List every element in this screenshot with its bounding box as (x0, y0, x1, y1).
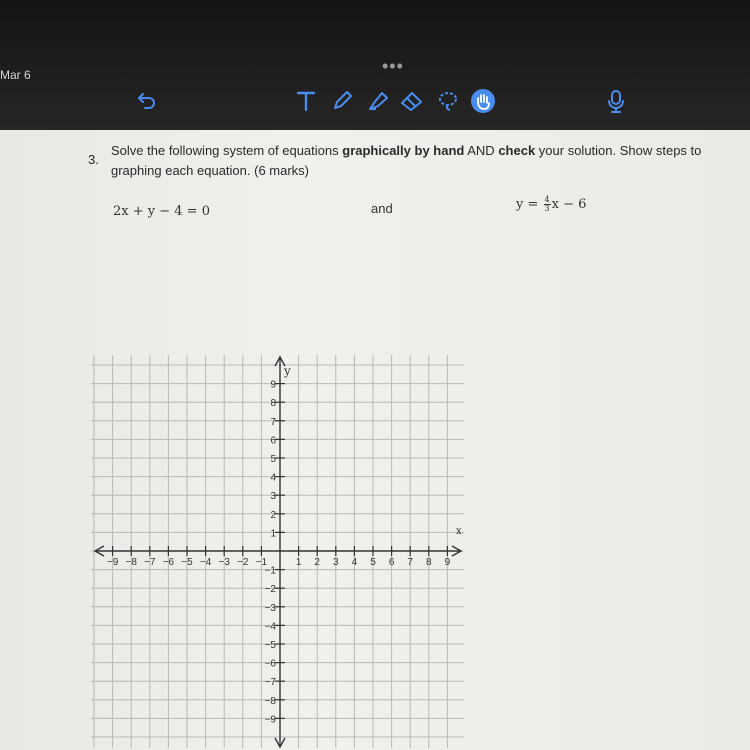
highlighter-tool-button[interactable] (362, 84, 394, 118)
x-tick-label: 6 (388, 557, 395, 568)
y-tick-label: 3 (270, 491, 276, 503)
text-tool-button[interactable] (290, 84, 322, 118)
y-tick-label: 6 (270, 435, 276, 447)
y-tick-label: −6 (264, 658, 276, 670)
y-tick-label: 7 (270, 416, 276, 428)
hand-tool-button[interactable] (466, 84, 500, 118)
y-tick-label: −1 (264, 565, 276, 577)
y-tick-label: −7 (264, 677, 276, 689)
y-tick-label: −3 (264, 602, 276, 614)
fraction-denominator: 3 (544, 204, 550, 213)
y-tick-label: −5 (264, 640, 276, 651)
y-tick-label: −4 (264, 621, 276, 633)
pen-tool-button[interactable] (326, 84, 358, 118)
y-axis-label: y (284, 364, 291, 378)
pen-icon (330, 89, 354, 113)
x-tick-label: −5 (181, 557, 193, 568)
y-tick-label: 2 (270, 509, 276, 521)
text-tool-icon (294, 89, 318, 113)
y-tick-label: 8 (270, 398, 276, 410)
microphone-button[interactable] (600, 84, 632, 118)
y-tick-label: −8 (264, 695, 276, 707)
x-tick-label: 4 (351, 557, 358, 568)
equation-2 (516, 196, 586, 213)
y-tick-label: 1 (270, 528, 276, 540)
equation-connector: and (371, 201, 393, 216)
x-tick-label: 7 (407, 557, 413, 568)
x-tick-label: 5 (370, 557, 376, 568)
question-emphasis-graphically: graphically by hand (342, 143, 465, 158)
more-options-icon[interactable]: ••• (382, 56, 404, 76)
equation-2-fraction (544, 196, 551, 213)
tick-labels (107, 380, 451, 726)
x-tick-label: −4 (199, 557, 212, 568)
highlighter-icon (366, 89, 390, 113)
worksheet-page[interactable] (0, 130, 750, 750)
lasso-tool-button[interactable] (432, 84, 464, 118)
question-emphasis-check: check (498, 143, 536, 158)
x-tick-label: 2 (314, 557, 320, 568)
x-tick-label: 3 (333, 557, 339, 568)
y-tick-label: −2 (264, 584, 276, 596)
lasso-icon (436, 89, 460, 113)
y-tick-label: 5 (270, 454, 276, 465)
x-tick-label: 9 (444, 557, 451, 568)
x-tick-label: −2 (237, 557, 249, 568)
eraser-tool-button[interactable] (396, 84, 428, 118)
equation-2-suffix: x − 6 (551, 197, 587, 212)
question-text (111, 141, 711, 181)
x-tick-label: 1 (295, 557, 302, 568)
status-date: Mar 6 (0, 68, 31, 82)
x-axis-label: x (456, 526, 462, 537)
x-tick-label: −3 (218, 557, 230, 568)
x-tick-label: −7 (144, 557, 156, 568)
x-tick-label: −8 (125, 557, 137, 568)
x-tick-label: −6 (162, 557, 175, 568)
y-tick-label: 9 (270, 379, 276, 391)
hand-tool-icon (470, 88, 496, 114)
x-tick-label: −1 (255, 557, 268, 568)
app-toolbar (0, 0, 750, 130)
question-number: 3. (88, 152, 99, 167)
equation-1: 2x + y − 4 = 0 (113, 204, 210, 219)
x-tick-label: 8 (426, 557, 432, 568)
x-tick-label: −9 (106, 557, 119, 568)
y-tick-label: 4 (270, 472, 276, 484)
eraser-icon (399, 89, 425, 113)
undo-button[interactable] (130, 84, 164, 118)
question-text-part: your solution. Show steps to graphing each equation. (6 marks) (111, 143, 702, 178)
question-text-part: AND (464, 143, 499, 158)
y-tick-label: −9 (264, 714, 276, 726)
coordinate-grid[interactable] (88, 352, 468, 750)
microphone-icon (605, 88, 627, 114)
fraction-numerator: 4 (544, 195, 550, 204)
question-text-part: Solve the following system of equations (111, 143, 343, 158)
undo-icon (136, 90, 158, 112)
equation-2-prefix: y = (516, 197, 543, 212)
